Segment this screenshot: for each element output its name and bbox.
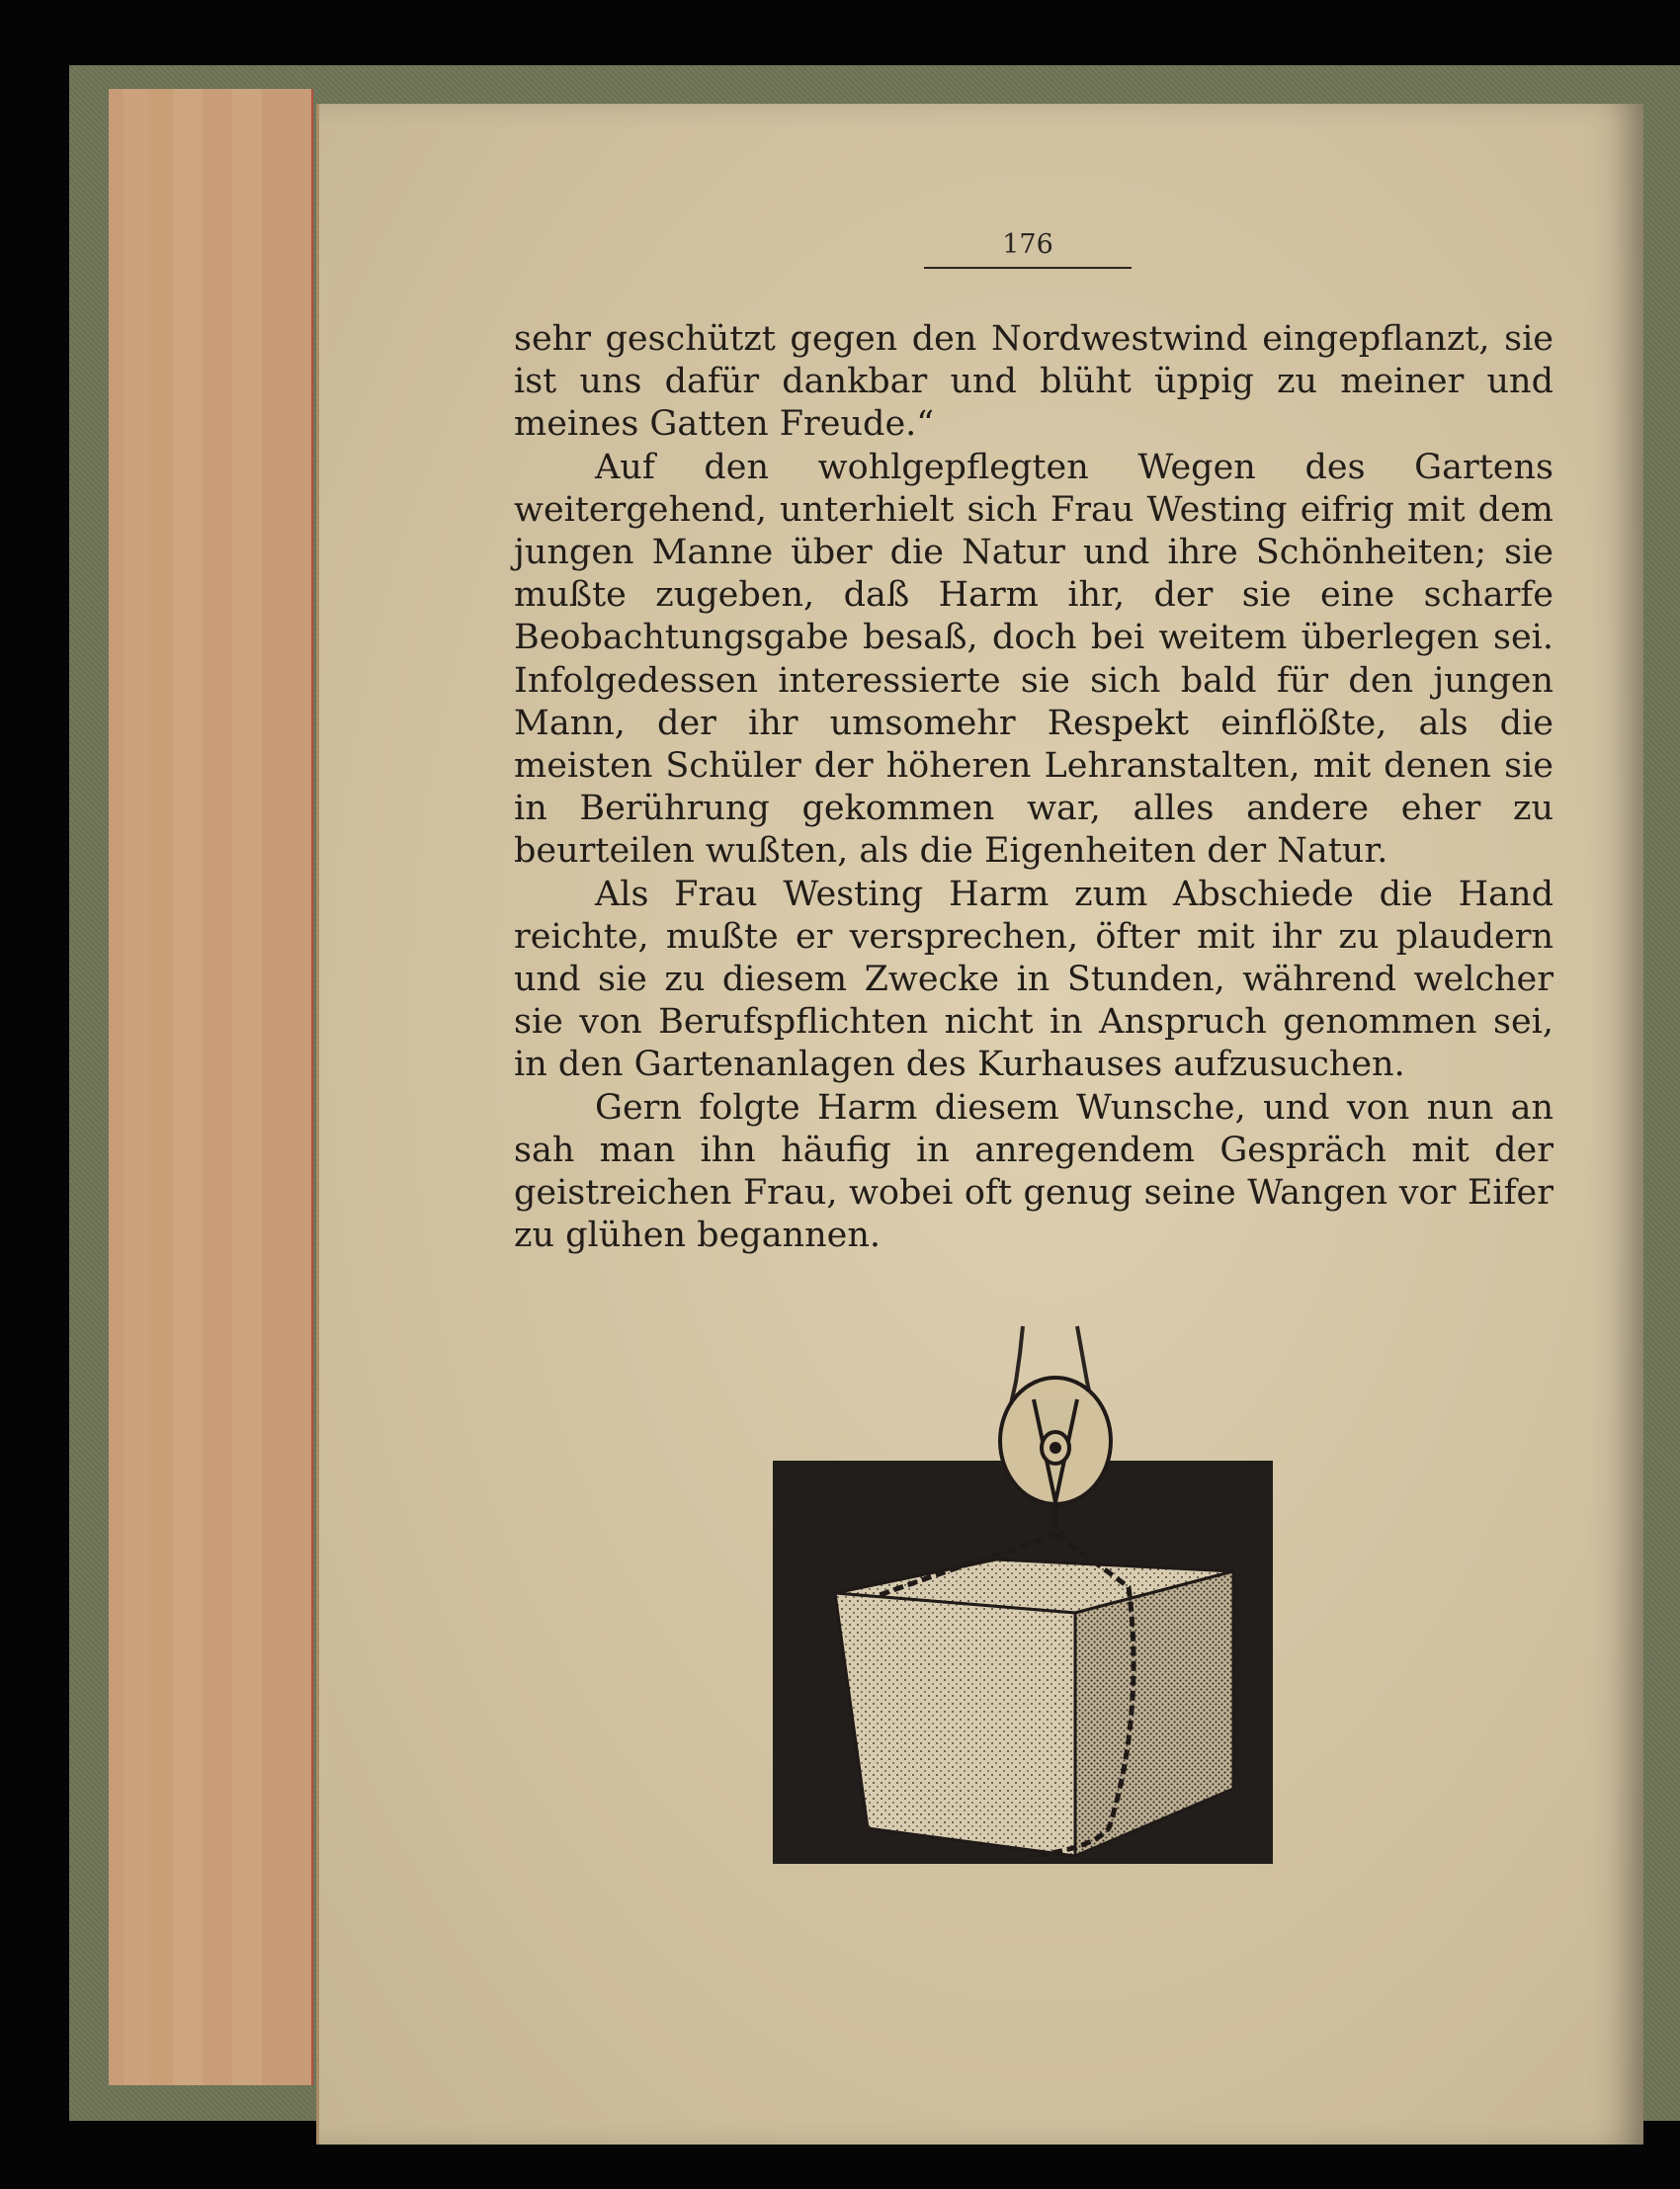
header-rule bbox=[924, 267, 1132, 269]
paragraph: Auf den wohlgepflegten Wegen des Gartens weitergehend, unterhielt sich Frau Westing eifrig mit dem jungen Manne über die Natur und ihre Schönheiten; sie mußte zugeben, daß Harm ihr, der sie eine scharfe Beobachtungsgabe besaß, doch bei weitem überlegen sei. Infolgedessen interessierte sie sich bald für den jungen Mann, der ihr umsomehr Respekt einflößte, als die meisten Schüler der höheren Lehranstalten, mit denen sie in Berührung gekommen war, alles andere eher zu beurteilen wußten, als die Eigenheiten der Natur. bbox=[514, 447, 1554, 872]
paragraph: sehr geschützt gegen den Nordwestwind eingepflanzt, sie ist uns dafür dankbar und blüht üppig zu meiner und meines Gatten Freude.“ bbox=[514, 319, 1554, 445]
body-text bbox=[514, 318, 1554, 1257]
paragraph: Als Frau Westing Harm zum Abschiede die Hand reichte, mußte er versprechen, öfter mit ihr zu plaudern und sie zu diesem Zwecke in Stunden, während welcher sie von Berufspflichten nicht in Anspruch genommen sei, in den Gartenanlagen des Kurhauses aufzusuchen. bbox=[514, 874, 1554, 1085]
page-number: 176 bbox=[1002, 229, 1053, 260]
page-edge bbox=[262, 89, 313, 2085]
paragraph: Gern folgte Harm diesem Wunsche, und von nun an sah man ihn häufig in anregendem Gespräch mit der geistreichen Frau, wobei oft genug seine Wangen vor Eifer zu glühen begannen. bbox=[514, 1087, 1554, 1256]
stone-block bbox=[835, 1559, 1233, 1856]
chained-stone-block-icon bbox=[761, 1314, 1285, 1868]
